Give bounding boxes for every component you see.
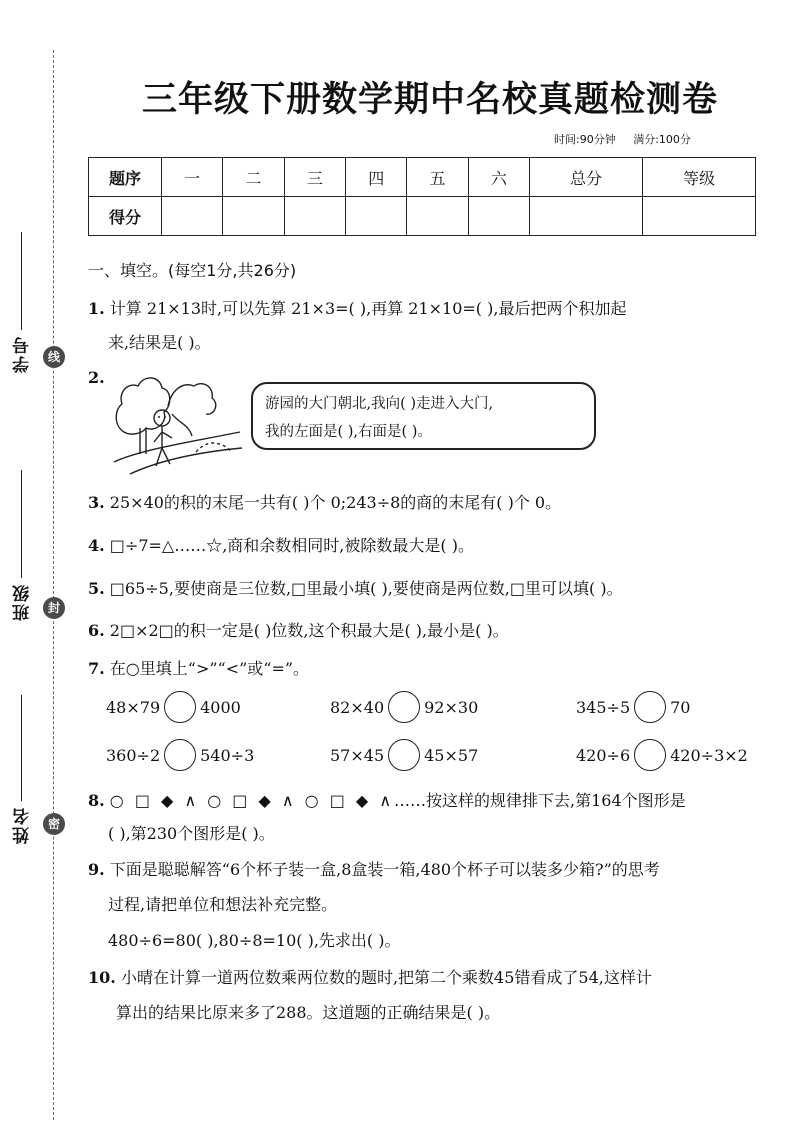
compare-item xyxy=(330,739,478,771)
compare-item xyxy=(330,691,478,723)
score-cell[interactable] xyxy=(284,197,345,236)
question-text: 25×40的积的末尾一共有( )个 0;243÷8的商的末尾有( )个 0。 xyxy=(109,493,562,512)
compare-item xyxy=(576,691,690,723)
question-number: 5. xyxy=(88,579,105,598)
score-cell[interactable] xyxy=(223,197,284,236)
park-scene-illustration xyxy=(110,366,245,476)
compare-right: 45×57 xyxy=(424,745,479,765)
header-cell: 三 xyxy=(284,158,345,197)
exam-meta xyxy=(540,131,691,147)
compare-left: 360÷2 xyxy=(106,745,161,765)
header-cell: 一 xyxy=(162,158,223,197)
seal-xian: 线 xyxy=(43,346,65,368)
question-number: 1. xyxy=(88,299,105,318)
question-number: 3. xyxy=(88,493,105,512)
score-cell[interactable] xyxy=(468,197,529,236)
compare-right: 420÷3×2 xyxy=(670,745,748,765)
question-1 xyxy=(88,296,626,319)
question-text: □÷7=△……☆,商和余数相同时,被除数最大是( )。 xyxy=(109,536,474,555)
compare-circle[interactable] xyxy=(164,691,196,723)
compare-item xyxy=(106,739,254,771)
score-table-header-row xyxy=(89,158,756,197)
question-text: □65÷5,要使商是三位数,□里最小填( ),要使商是两位数,□里可以填( )。 xyxy=(109,579,623,598)
full-score: 满分:100分 xyxy=(633,133,691,146)
question-2 xyxy=(88,368,105,387)
score-table-score-row xyxy=(89,197,756,236)
question-10-cont: 算出的结果比原来多了288。这道题的正确结果是( )。 xyxy=(116,1003,501,1022)
score-cell[interactable] xyxy=(530,197,643,236)
question-9-equation: 480÷6=80( ),80÷8=10( ),先求出( )。 xyxy=(108,931,401,950)
question-text: 小晴在计算一道两位数乘两位数的题时,把第二个乘数45错看成了54,这样计 xyxy=(120,968,652,987)
compare-right: 4000 xyxy=(200,697,241,717)
question-number: 9. xyxy=(88,860,105,879)
question-10 xyxy=(88,965,652,988)
seal-mi: 密 xyxy=(43,813,65,835)
compare-circle[interactable] xyxy=(388,739,420,771)
question-8 xyxy=(88,788,686,811)
score-table xyxy=(88,157,756,236)
compare-left: 82×40 xyxy=(330,697,385,717)
student-number-line[interactable] xyxy=(21,232,22,330)
question-text: 下面是聪聪解答“6个杯子装一盒,8盒装一箱,480个杯子可以装多少箱?”的思考 xyxy=(109,860,660,879)
bubble-line-2: 我的左面是( ),右面是( )。 xyxy=(265,424,432,440)
question-7 xyxy=(88,656,309,679)
compare-left: 48×79 xyxy=(106,697,161,717)
class-line[interactable] xyxy=(21,470,22,578)
score-cell[interactable] xyxy=(643,197,756,236)
header-cell: 六 xyxy=(468,158,529,197)
question-4 xyxy=(88,533,474,556)
compare-right: 540÷3 xyxy=(200,745,255,765)
question-number: 7. xyxy=(88,659,105,678)
question-3 xyxy=(88,490,561,513)
compare-item xyxy=(576,739,748,771)
question-8-cont: ( ),第230个图形是( )。 xyxy=(108,824,275,843)
cut-line xyxy=(53,50,54,1120)
question-number: 2. xyxy=(88,368,105,387)
compare-circle[interactable] xyxy=(634,691,666,723)
score-row-label: 得分 xyxy=(89,197,162,236)
shape-sequence: ○ □ ◆ ∧ ○ □ ◆ ∧ ○ □ ◆ ∧ xyxy=(109,791,395,810)
class-label: 班级 xyxy=(13,583,33,621)
seal-feng: 封 xyxy=(43,597,65,619)
student-number-label: 学号 xyxy=(13,335,33,373)
question-5 xyxy=(88,576,623,599)
question-text: ……按这样的规律排下去,第164个图形是 xyxy=(394,791,686,810)
bubble-line-1: 游园的大门朝北,我向( )走进入大门, xyxy=(265,396,494,412)
question-text: 计算 21×13时,可以先算 21×3=( ),再算 21×10=( ),最后把两个积加起 xyxy=(109,299,627,318)
header-cell: 四 xyxy=(346,158,407,197)
question-6 xyxy=(88,618,509,641)
question-number: 8. xyxy=(88,791,105,810)
compare-left: 57×45 xyxy=(330,745,385,765)
question-number: 10. xyxy=(88,968,116,987)
section-heading: 一、填空。(每空1分,共26分) xyxy=(88,261,297,280)
header-cell: 等级 xyxy=(643,158,756,197)
header-cell: 二 xyxy=(223,158,284,197)
compare-circle[interactable] xyxy=(164,739,196,771)
compare-right: 92×30 xyxy=(424,697,479,717)
speech-bubble xyxy=(251,382,596,450)
name-label: 姓名 xyxy=(13,806,33,844)
header-cell: 总分 xyxy=(530,158,643,197)
question-text: 2□×2□的积一定是( )位数,这个积最大是( ),最小是( )。 xyxy=(109,621,509,640)
score-cell[interactable] xyxy=(162,197,223,236)
compare-left: 345÷5 xyxy=(576,697,631,717)
compare-right: 70 xyxy=(670,697,691,717)
compare-left: 420÷6 xyxy=(576,745,631,765)
page-title: 三年级下册数学期中名校真题检测卷 xyxy=(141,80,718,120)
header-cell: 五 xyxy=(407,158,468,197)
question-number: 4. xyxy=(88,536,105,555)
compare-item xyxy=(106,691,241,723)
name-line[interactable] xyxy=(21,695,22,801)
score-cell[interactable] xyxy=(346,197,407,236)
question-9-cont: 过程,请把单位和想法补充完整。 xyxy=(108,895,338,914)
time-limit: 时间:90分钟 xyxy=(554,133,616,146)
question-9 xyxy=(88,857,660,880)
question-number: 6. xyxy=(88,621,105,640)
header-cell: 题序 xyxy=(89,158,162,197)
compare-circle[interactable] xyxy=(634,739,666,771)
binding-margin xyxy=(0,0,70,1122)
question-1-cont: 来,结果是( )。 xyxy=(108,333,211,352)
score-cell[interactable] xyxy=(407,197,468,236)
compare-circle[interactable] xyxy=(388,691,420,723)
question-text: 在○里填上“>”“<”或“=”。 xyxy=(109,659,310,678)
